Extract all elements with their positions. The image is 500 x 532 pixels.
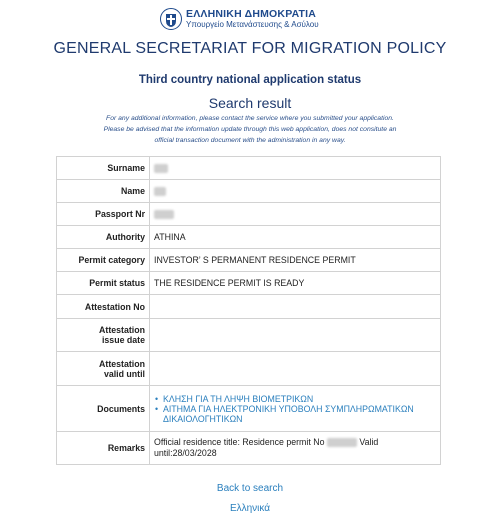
status-table bbox=[56, 156, 441, 465]
row-permit-status bbox=[57, 272, 441, 295]
row-permit-category bbox=[57, 249, 441, 272]
label-line: issue date bbox=[101, 335, 145, 345]
value-authority: ATHINA bbox=[150, 226, 441, 249]
value-attestation-valid-until bbox=[150, 352, 441, 386]
value-permit-status: THE RESIDENCE PERMIT IS READY bbox=[150, 272, 441, 295]
redacted-value bbox=[154, 210, 174, 219]
note-line: official transaction document with the administration in any way. bbox=[154, 137, 346, 144]
label-passport: Passport Nr bbox=[57, 203, 150, 226]
greek-emblem-icon bbox=[160, 7, 182, 31]
value-name bbox=[150, 180, 441, 203]
remarks-title: Official residence title: Residence permit No bbox=[154, 437, 325, 447]
page-subtitle: Third country national application status bbox=[138, 74, 362, 86]
value-attestation-issue-date bbox=[150, 319, 441, 352]
label-line: Attestation bbox=[99, 358, 145, 369]
label-documents: Documents bbox=[57, 386, 150, 432]
document-link-biometrics[interactable]: • ΚΛΗΣΗ ΓΙΑ ΤΗ ΛΗΨΗ ΒΙΟΜΕΤΡΙΚΩΝ bbox=[154, 394, 436, 404]
label-permit-category: Permit category bbox=[57, 249, 150, 272]
back-to-search-link[interactable]: Back to search bbox=[216, 483, 284, 494]
ministry-logo bbox=[160, 6, 319, 32]
section-title: Search result bbox=[208, 95, 292, 111]
value-attestation-no bbox=[150, 295, 441, 319]
remarks-text bbox=[154, 437, 436, 459]
value-remarks bbox=[150, 432, 441, 465]
row-passport bbox=[57, 203, 441, 226]
label-attestation-no: Attestation No bbox=[57, 295, 150, 319]
logo-subtitle: Υπουργείο Μετανάστευσης & Ασύλου bbox=[186, 20, 319, 30]
row-attestation-issue-date bbox=[57, 319, 441, 352]
label-name: Name bbox=[57, 180, 150, 203]
label-attestation-valid-until bbox=[57, 352, 150, 386]
document-link-supplementary[interactable]: • ΑΙΤΗΜΑ ΓΙΑ ΗΛΕΚΤΡΟΝΙΚΗ ΥΠΟΒΟΛΗ ΣΥΜΠΛΗΡΩΜΑΤΙΚΩΝ ΔΙΚΑΙΟΛΟΓΗΤΙΚΩΝ bbox=[154, 404, 436, 424]
row-name bbox=[57, 180, 441, 203]
value-documents bbox=[150, 386, 441, 432]
logo-title: ΕΛΛΗΝΙΚΗ ΔΗΜΟΚΡΑΤΙΑ bbox=[186, 7, 317, 20]
note-line: For any additional information, please contact the service where you submitted your application. bbox=[106, 115, 394, 122]
value-surname bbox=[150, 157, 441, 180]
row-attestation-no bbox=[57, 295, 441, 319]
value-permit-category: INVESTOR’ S PERMANENT RESIDENCE PERMIT bbox=[150, 249, 441, 272]
redacted-value bbox=[154, 164, 168, 173]
page-title: GENERAL SECRETARIAT FOR MIGRATION POLICY bbox=[53, 40, 447, 57]
note-line: Please be advised that the information update through this web application, does not consitute an bbox=[103, 126, 397, 133]
redacted-value bbox=[154, 187, 166, 196]
remarks-valid: Valid bbox=[359, 437, 379, 447]
label-permit-status: Permit status bbox=[57, 272, 150, 295]
row-remarks bbox=[57, 432, 441, 465]
label-line: valid until bbox=[103, 368, 145, 379]
row-surname bbox=[57, 157, 441, 180]
label-authority: Authority bbox=[57, 226, 150, 249]
redacted-permit-number bbox=[327, 438, 357, 447]
greek-language-link[interactable]: Ελληνικά bbox=[229, 503, 271, 514]
row-attestation-valid-until bbox=[57, 352, 441, 386]
label-attestation-issue-date bbox=[57, 319, 150, 352]
info-note bbox=[40, 113, 460, 146]
remarks-valid-until: until:28/03/2028 bbox=[154, 448, 217, 458]
label-surname: Surname bbox=[57, 157, 150, 180]
documents-list bbox=[154, 394, 436, 424]
label-remarks: Remarks bbox=[57, 432, 150, 465]
row-authority bbox=[57, 226, 441, 249]
row-documents bbox=[57, 386, 441, 432]
value-passport bbox=[150, 203, 441, 226]
label-line: Attestation bbox=[99, 325, 145, 335]
